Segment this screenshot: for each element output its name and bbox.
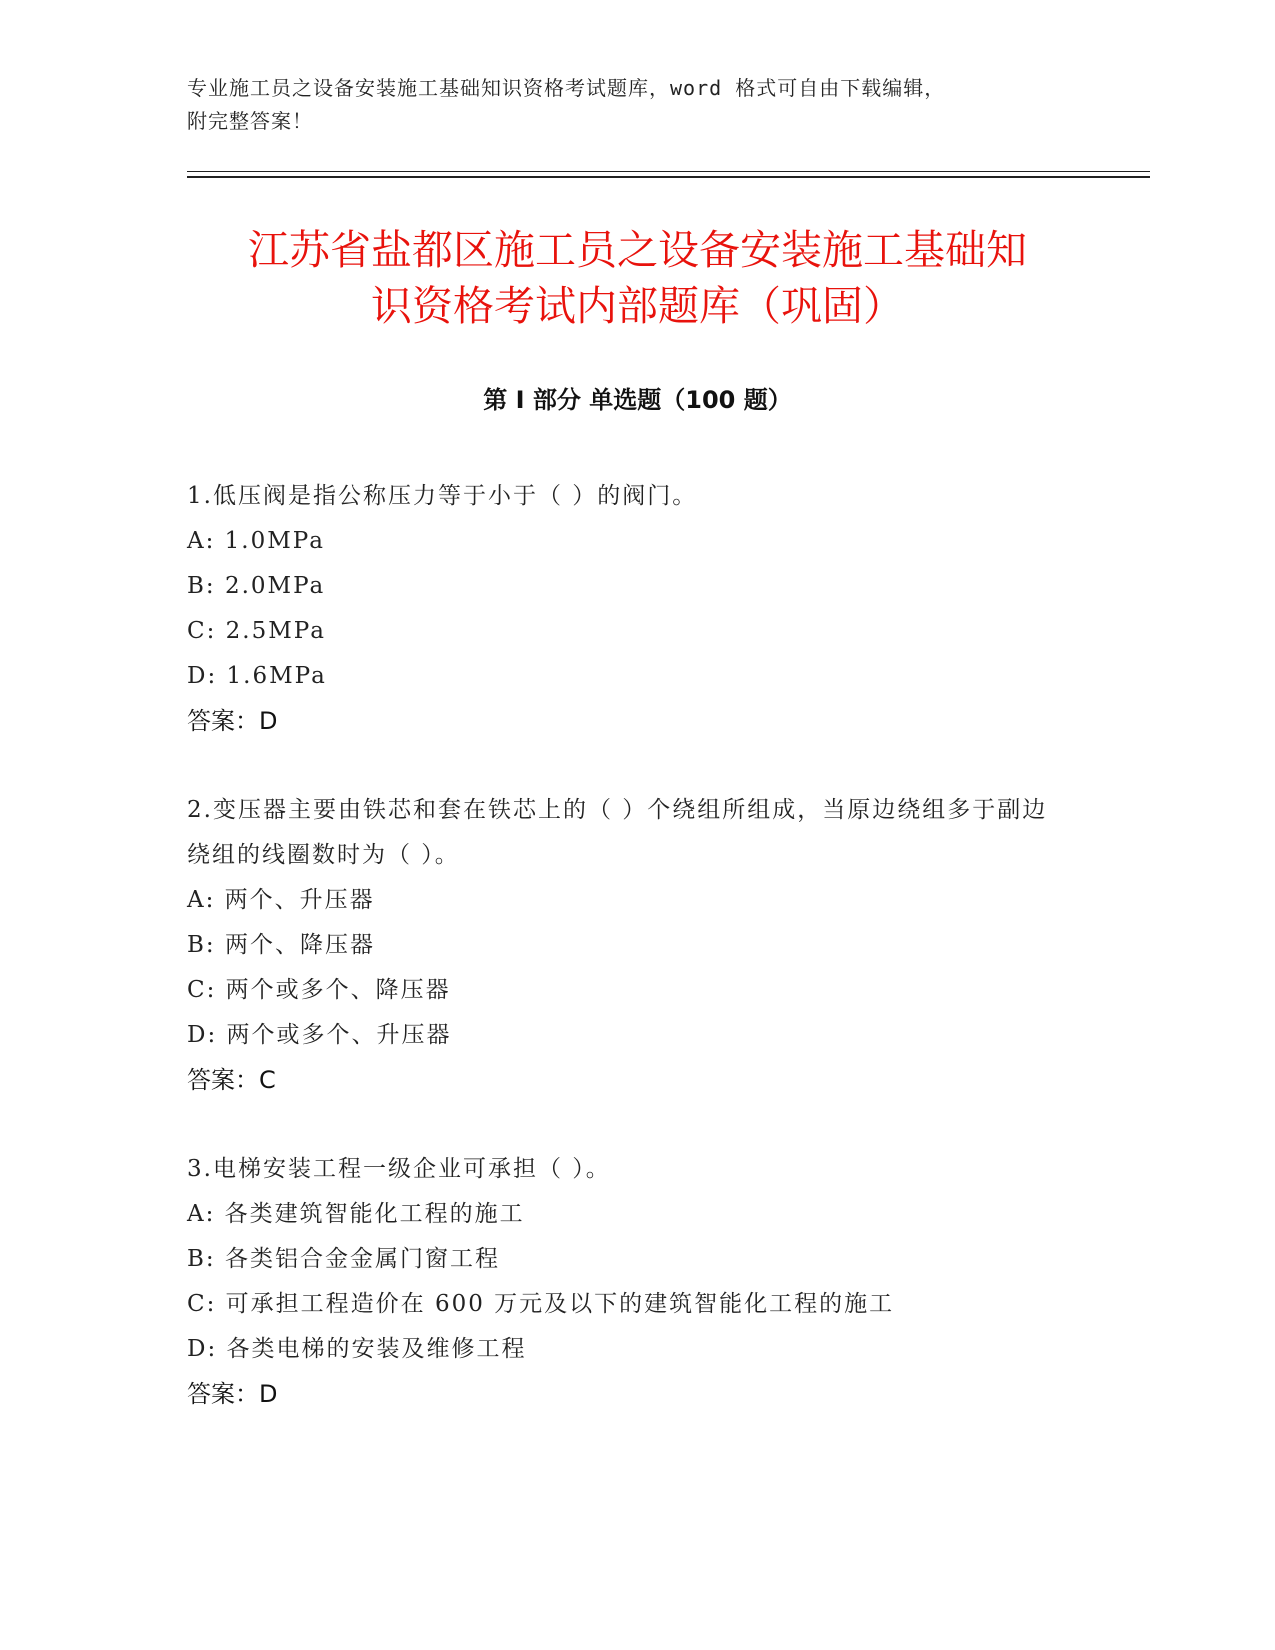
header-rule-thick (187, 176, 1150, 178)
option-c: C: 2.5MPa (187, 618, 326, 644)
option-c: C: 两个或多个、降压器 (187, 977, 451, 1003)
question-item (187, 788, 1087, 1103)
option-b: B: 2.0MPa (187, 573, 326, 599)
option-b: B: 各类铝合金金属门窗工程 (187, 1246, 500, 1272)
header-note-line-1: 专业施工员之设备安装施工基础知识资格考试题库，word 格式可自由下载编辑， (187, 76, 946, 100)
option-d: D: 各类电梯的安装及维修工程 (187, 1336, 527, 1362)
question-item (187, 1147, 1087, 1417)
document-title (150, 222, 1125, 334)
header-rule-thin (187, 171, 1150, 172)
question-stem: 1.低压阀是指公称压力等于小于（ ）的阀门。 (187, 483, 698, 509)
question-stem: 3.电梯安装工程一级企业可承担（ ）。 (187, 1156, 611, 1182)
answer-line: 答案：D (187, 1380, 278, 1408)
header-note (187, 72, 1067, 138)
document-title-line-2: 识资格考试内部题库（巩固） (371, 282, 904, 330)
answer-line: 答案：D (187, 707, 278, 735)
option-b: B: 两个、降压器 (187, 932, 375, 958)
option-d: D: 两个或多个、升压器 (187, 1022, 452, 1048)
question-list (187, 474, 1087, 1461)
option-c: C: 可承担工程造价在 600 万元及以下的建筑智能化工程的施工 (187, 1291, 895, 1317)
question-item (187, 474, 1087, 744)
header-note-line-2: 附完整答案！ (187, 109, 313, 133)
answer-line: 答案：C (187, 1066, 276, 1094)
option-d: D: 1.6MPa (187, 663, 327, 689)
option-a: A: 1.0MPa (187, 528, 325, 554)
document-title-line-1: 江苏省盐都区施工员之设备安装施工基础知 (248, 226, 1027, 274)
question-stem: 2.变压器主要由铁芯和套在铁芯上的（ ）个绕组所组成，当原边绕组多于副边绕组的线圈数时为（ ）。 (187, 797, 1048, 868)
section-heading: 第 I 部分 单选题（100 题） (483, 386, 792, 414)
option-a: A: 两个、升压器 (187, 887, 375, 913)
option-a: A: 各类建筑智能化工程的施工 (187, 1201, 525, 1227)
